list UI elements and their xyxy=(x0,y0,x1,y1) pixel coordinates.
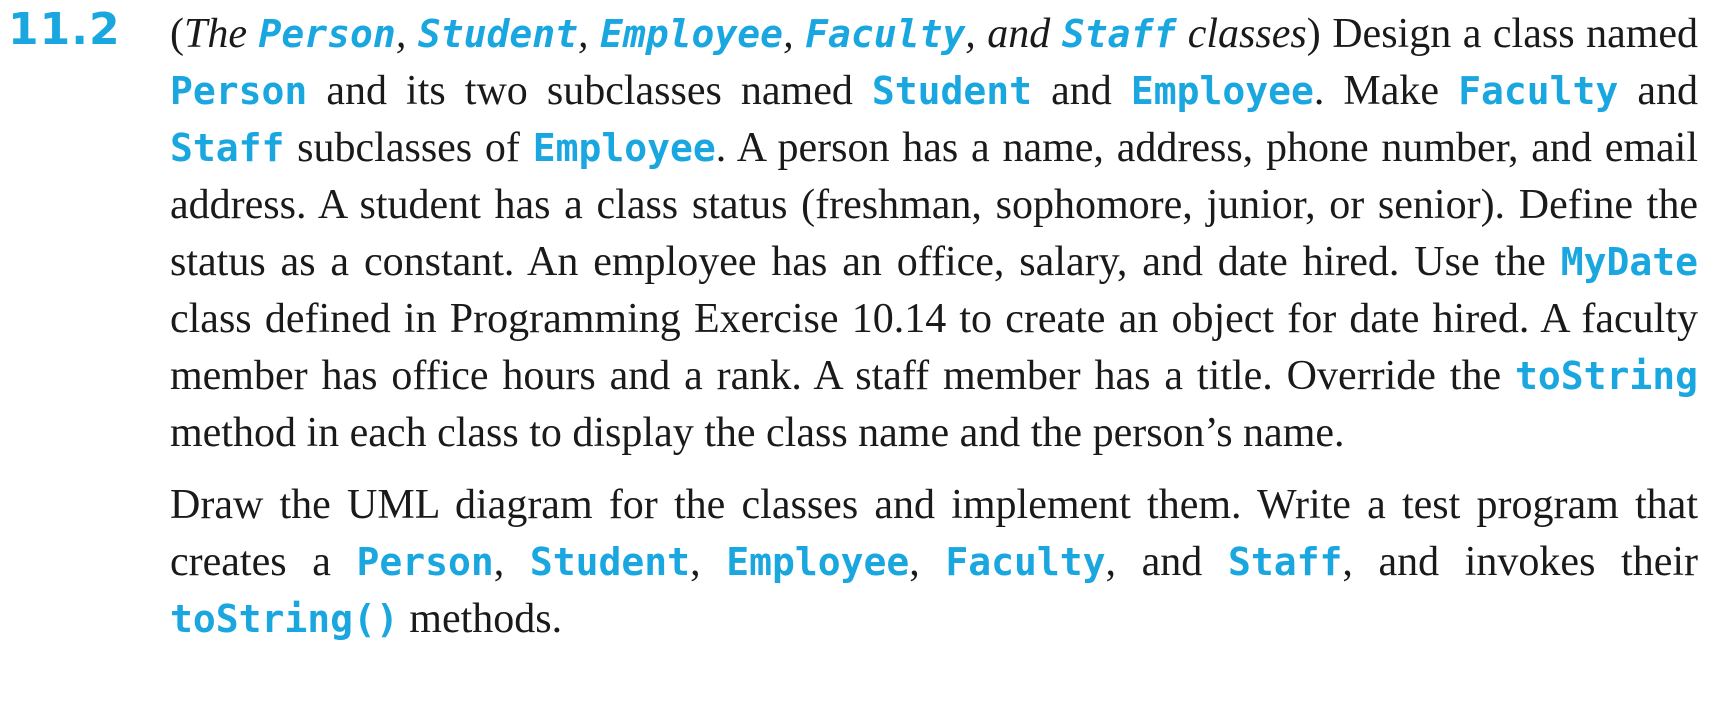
code-faculty: Faculty xyxy=(805,12,966,56)
text-run: class defined in Programming Exercise 10.14 to create an object for date hired. A faculty member has office hours and a rank. A staff member has a title. Override the xyxy=(170,296,1698,399)
text-run: , xyxy=(578,11,601,57)
code-tostring: toString xyxy=(1514,354,1698,398)
code-staff: Staff xyxy=(1227,540,1343,584)
exercise-description-paragraph xyxy=(170,6,1698,462)
code-staff: Staff xyxy=(170,126,285,170)
text-run: , xyxy=(493,539,530,585)
exercise-body xyxy=(170,6,1698,648)
text-run: The xyxy=(184,11,259,57)
text-run: , and invokes their xyxy=(1342,539,1699,585)
code-employee: Employee xyxy=(600,12,784,56)
text-run: , xyxy=(690,539,727,585)
code-person: Person xyxy=(170,69,308,113)
exercise-task-paragraph xyxy=(170,477,1698,648)
text-run: , xyxy=(395,11,418,57)
text-run: . Make xyxy=(1313,68,1459,114)
exercise-title xyxy=(184,11,1307,57)
text-run: Draw the UML diagram for the classes and implement them. Write a test program that creates a xyxy=(170,482,1698,585)
text-run: and its two subclasses named xyxy=(307,68,872,114)
code-employee: Employee xyxy=(1130,69,1314,113)
code-student: Student xyxy=(529,540,691,584)
code-student: Student xyxy=(871,69,1033,113)
text-run: ( xyxy=(170,11,184,57)
code-employee: Employee xyxy=(532,126,716,170)
text-run: subclasses of xyxy=(284,125,533,171)
text-run: method in each class to display the class name and the person’s name. xyxy=(170,410,1345,456)
text-run: , and xyxy=(1105,539,1228,585)
text-run: , and xyxy=(965,11,1062,57)
code-person: Person xyxy=(258,12,396,56)
code-faculty: Faculty xyxy=(945,540,1106,584)
text-run: classes xyxy=(1176,11,1307,57)
text-run: . A person has a name, address, phone number, and email address. A student has a class status (freshman, sophomore, junior, or senior). Define the status as a constant. An employee has an office, salary, and date hired. Use the xyxy=(170,125,1698,285)
code-tostring-call: toString() xyxy=(170,597,399,641)
text-run: , xyxy=(783,11,806,57)
exercise-number: 11.2 xyxy=(8,4,121,55)
code-employee: Employee xyxy=(726,540,910,584)
text-run: methods. xyxy=(398,596,563,642)
code-faculty: Faculty xyxy=(1458,69,1619,113)
text-run: and xyxy=(1032,68,1131,114)
text-run: ) Design a class named xyxy=(1306,11,1699,57)
code-student: Student xyxy=(417,12,578,56)
text-run: and xyxy=(1618,68,1698,114)
text-run: , xyxy=(909,539,946,585)
code-person: Person xyxy=(356,540,494,584)
code-staff: Staff xyxy=(1061,12,1177,56)
code-mydate: MyDate xyxy=(1560,240,1698,284)
